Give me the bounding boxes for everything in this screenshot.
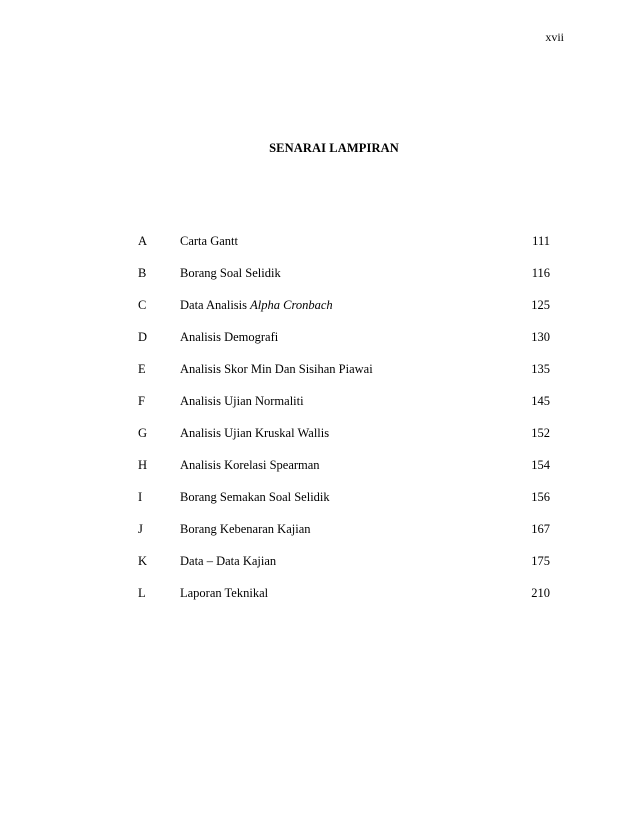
appendix-page-number: 130 [531,330,550,344]
appendix-title-text: Data Analisis [180,298,251,312]
appendix-row [138,489,550,521]
appendix-letter: F [138,394,145,408]
appendix-page-number: 116 [531,266,550,280]
appendix-letter: H [138,458,148,472]
appendix-row [138,329,550,361]
appendix-row [138,553,550,585]
appendix-title: Borang Semakan Soal Selidik [180,490,330,504]
appendix-page-number: 135 [531,362,550,376]
appendix-title-italic: Alpha Cronbach [250,298,333,312]
appendix-letter: L [138,586,146,600]
appendix-row [138,297,550,329]
appendix-title: Borang Soal Selidik [180,266,281,280]
appendix-letter: E [138,362,146,376]
appendix-title: Analisis Ujian Kruskal Wallis [180,426,330,440]
appendix-page-number: 125 [531,298,550,312]
appendix-title: Laporan Teknikal [180,586,269,600]
appendix-page-number: 111 [532,234,550,248]
appendix-page-number: 175 [531,554,550,568]
appendix-page-number: 154 [531,458,550,472]
appendix-page-number: 167 [531,522,550,536]
appendix-page-number: 145 [531,394,550,408]
appendix-letter: B [138,266,147,280]
appendix-title: Carta Gantt [180,234,238,248]
appendix-page-number: 156 [531,490,550,504]
appendix-letter: A [138,234,148,248]
page-number: xvii [545,30,564,44]
appendix-letter: C [138,298,147,312]
appendix-list [138,233,550,617]
appendix-title [180,297,333,313]
appendix-letter: G [138,426,148,440]
appendix-title: Analisis Skor Min Dan Sisihan Piawai [180,362,373,376]
appendix-row [138,265,550,297]
appendix-row [138,585,550,617]
appendix-letter: J [138,522,143,536]
appendix-row [138,393,550,425]
appendix-row [138,457,550,489]
appendix-row [138,425,550,457]
appendix-title: Analisis Demografi [180,330,279,344]
appendix-title: Borang Kebenaran Kajian [180,522,311,536]
appendix-page-number: 152 [531,426,550,440]
appendix-title: Analisis Ujian Normaliti [180,394,304,408]
appendix-row [138,521,550,553]
appendix-letter: K [138,554,148,568]
appendix-row [138,361,550,393]
page-title: SENARAI LAMPIRAN [269,141,399,155]
appendix-row [138,233,550,265]
appendix-title: Analisis Korelasi Spearman [180,458,320,472]
appendix-title: Data – Data Kajian [180,554,277,568]
appendix-page-number: 210 [531,586,550,600]
appendix-letter: I [138,490,143,504]
appendix-letter: D [138,330,148,344]
